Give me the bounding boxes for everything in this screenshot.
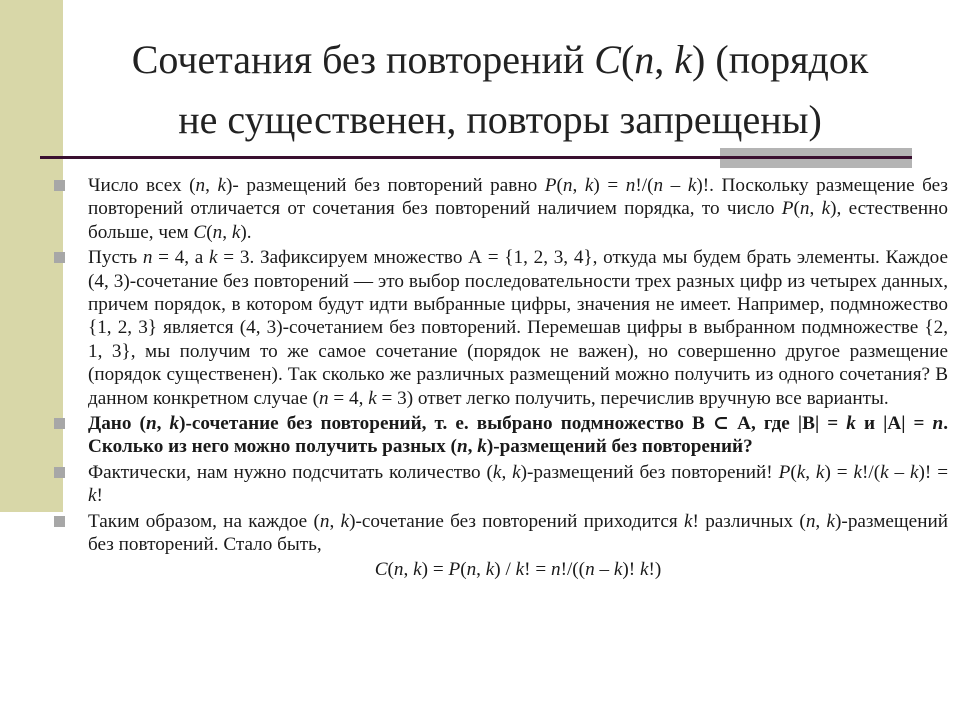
title-line-2: не существенен, повторы запрещены) — [178, 97, 822, 142]
formula: C(n, k) = P(n, k) / k! = n!/((n – k)! k!) — [374, 558, 662, 580]
bullet-text: Пусть n = 4, а k = 3. Зафиксируем множество А = {1, 2, 3, 4}, откуда мы будем брать элементы. Каждое (4, 3)-сочетание без повторений — это выбор последовательности трех разных цифр из четырех данных, причем порядок, в котором будут идти выбранные цифры, значения не имеет. Например, подмножество {1, 2, 3} является (4, 3)-сочетанием без повторений. Перемешав цифры в выбранном подмножестве {2, 1, 3}, мы получим то же самое сочетание (порядок не важен), но совершенно другое размещение (порядок существенен). Так сколько же различных размещений можно получить из одного сочетания? В данном конкретном случае (n = 4, k = 3) ответ легко получить, перечислив вручную все варианты. — [88, 247, 948, 409]
bullet-item — [50, 510, 948, 581]
square-bullet-icon — [54, 418, 65, 429]
square-bullet-icon — [54, 467, 65, 478]
square-bullet-icon — [54, 516, 65, 527]
bullet-item — [50, 246, 948, 410]
title-paren: ( — [620, 37, 635, 82]
bullet-item — [50, 174, 948, 244]
slide-body — [50, 174, 948, 583]
square-bullet-icon — [54, 180, 65, 191]
title-text: Сочетания без повторений — [131, 37, 595, 82]
bullet-text: Дано (n, k)-сочетание без повторений, т. е. выбрано подмножество В ⊂ А, где |В| = k и |А| = n. Сколько из него можно получить разных (n, k)-размещений без повторений? — [88, 413, 949, 458]
title-symbol-k: k — [674, 37, 693, 82]
title-underline — [40, 156, 912, 159]
bullet-text: Фактически, нам нужно подсчитать количество (k, k)-размещений без повторений! P(k, k) = k!/(k – k)! = k! — [88, 461, 949, 507]
bullet-item — [50, 461, 948, 508]
bullet-text: Число всех (n, k)- размещений без повторений равно P(n, k) = n!/(n – k)!. Поскольку размещение без повторений отличается от сочетания без повторений наличием порядка, то число P(n, k), естественно больше, чем C(n, k). — [88, 175, 949, 243]
title-line-1 — [70, 30, 930, 90]
bullet-item — [50, 412, 948, 459]
title-symbol-c: C — [594, 37, 621, 82]
slide-title — [70, 30, 930, 150]
title-text-tail: ) (порядок — [692, 37, 869, 82]
bullet-text: Таким образом, на каждое (n, k)-сочетание без повторений приходится k! различных (n, k)-размещений без повторений. Стало быть, — [88, 510, 948, 556]
title-comma: , — [654, 37, 675, 82]
square-bullet-icon — [54, 252, 65, 263]
title-symbol-n: n — [634, 37, 655, 82]
